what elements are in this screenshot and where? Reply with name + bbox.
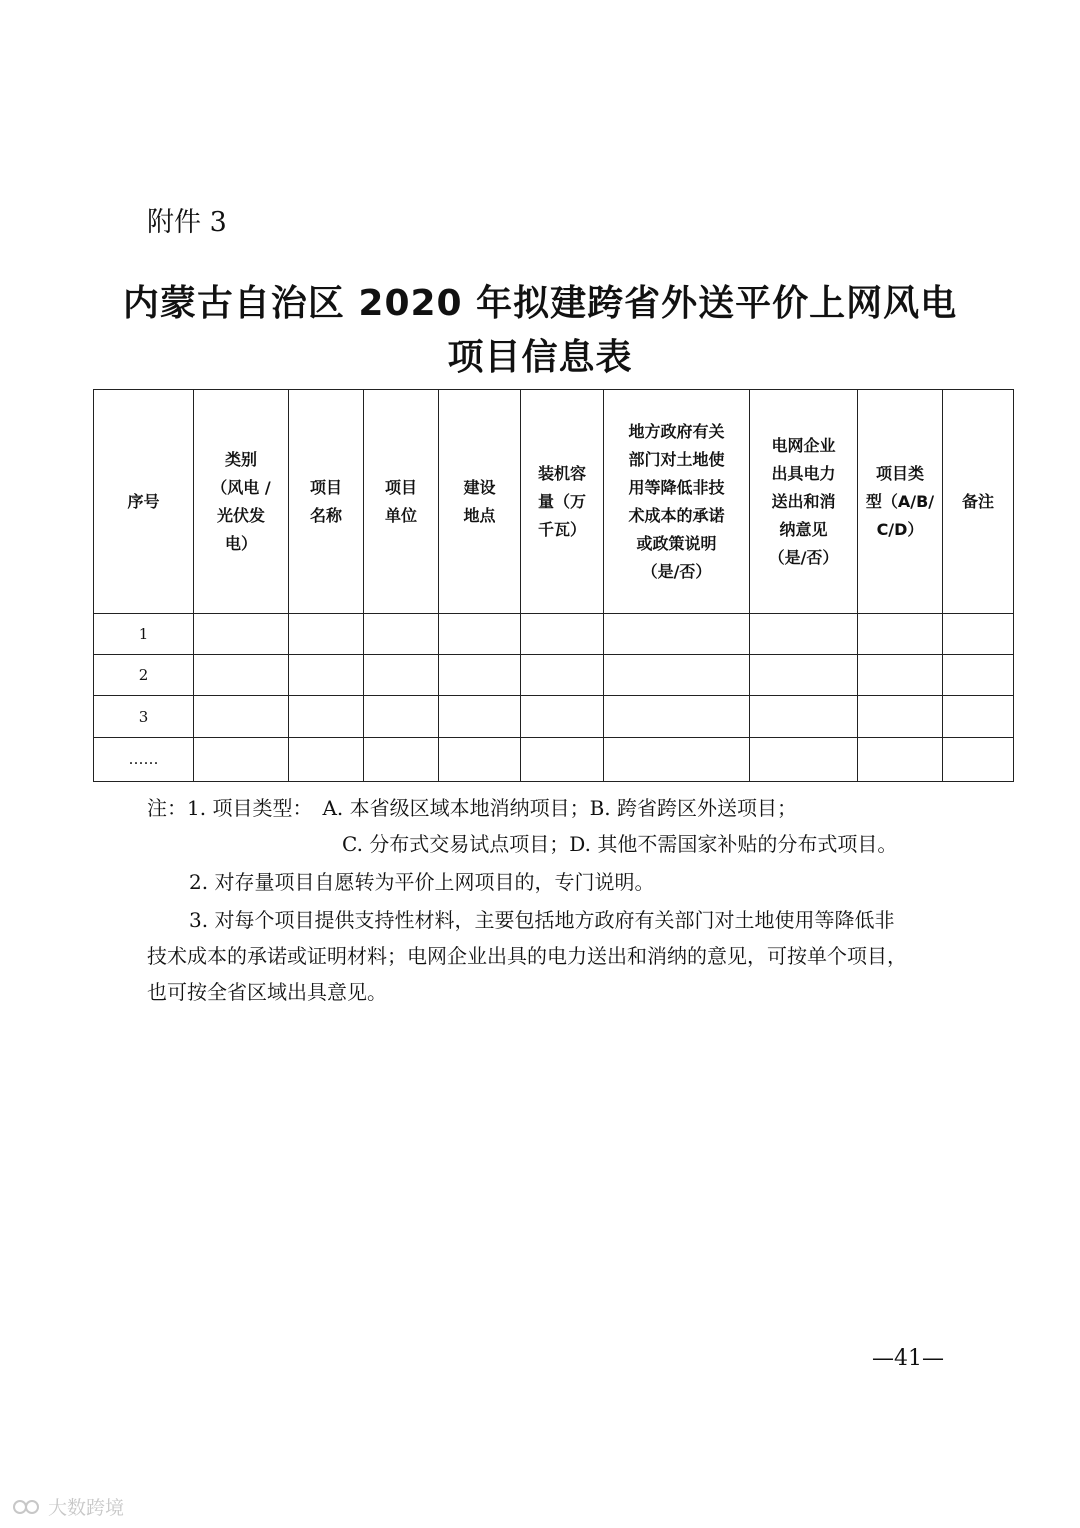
note-3-line-3: 也可按全省区域出具意见。 bbox=[147, 980, 387, 1004]
header-cell bbox=[604, 390, 750, 614]
header-line: 量（万 bbox=[537, 491, 586, 511]
table-cell bbox=[604, 696, 750, 737]
table-cell bbox=[858, 655, 943, 696]
watermark-logo-icon bbox=[12, 1496, 42, 1518]
header-line: 术成本的承诺 bbox=[628, 505, 725, 525]
table-cell bbox=[604, 655, 750, 696]
header-line: 建设 bbox=[463, 477, 496, 497]
header-cell bbox=[521, 390, 604, 614]
header-line: （是/否） bbox=[641, 561, 712, 581]
header-line: 电） bbox=[224, 533, 257, 553]
note-1-line-1: 注：1. 项目类型： A. 本省级区域本地消纳项目；B. 跨省跨区外送项目； bbox=[147, 796, 798, 820]
table-cell bbox=[943, 614, 1014, 655]
table-cell bbox=[750, 737, 858, 781]
table-cell bbox=[858, 737, 943, 781]
table-cell bbox=[858, 614, 943, 655]
header-cell bbox=[858, 390, 943, 614]
header-line: 光伏发 bbox=[216, 505, 265, 525]
header-line: 用等降低非技 bbox=[628, 477, 725, 497]
header-line: 项目类 bbox=[875, 463, 924, 483]
header-cell bbox=[943, 390, 1014, 614]
header-cell bbox=[364, 390, 439, 614]
header-line: 类别 bbox=[224, 449, 257, 469]
table-cell bbox=[750, 655, 858, 696]
header-line: 千瓦） bbox=[537, 519, 586, 539]
header-line: 地点 bbox=[463, 505, 496, 525]
table-cell bbox=[943, 655, 1014, 696]
header-line: C/D） bbox=[876, 519, 924, 539]
table-cell bbox=[439, 737, 521, 781]
header-line: 单位 bbox=[384, 505, 417, 525]
note-1-line-2: C. 分布式交易试点项目；D. 其他不需国家补贴的分布式项目。 bbox=[342, 832, 898, 856]
header-line: 或政策说明 bbox=[636, 533, 717, 553]
header-line: 部门对土地使 bbox=[628, 449, 725, 469]
table-cell bbox=[858, 696, 943, 737]
row-number: 2 bbox=[94, 655, 194, 696]
header-line: （风电 / bbox=[211, 477, 271, 497]
header-cell bbox=[194, 390, 289, 614]
watermark bbox=[12, 1493, 124, 1520]
table-row bbox=[94, 655, 1014, 696]
document-title-line1: 内蒙古自治区 2020 年拟建跨省外送平价上网风电 bbox=[122, 283, 958, 324]
table-cell bbox=[439, 655, 521, 696]
watermark-text: 大数跨境 bbox=[48, 1497, 125, 1519]
table-cell bbox=[364, 737, 439, 781]
table-cell bbox=[439, 696, 521, 737]
header-line: 纳意见 bbox=[779, 519, 828, 539]
table-cell bbox=[604, 614, 750, 655]
table-cell bbox=[364, 696, 439, 737]
note-3-line-1: 3. 对每个项目提供支持性材料，主要包括地方政府有关部门对土地使用等降低非 bbox=[189, 908, 895, 932]
note-3-line-2: 技术成本的承诺或证明材料；电网企业出具的电力送出和消纳的意见，可按单个项目， bbox=[147, 944, 907, 968]
header-line: 电网企业 bbox=[771, 435, 836, 455]
header-line: 地方政府有关 bbox=[628, 421, 725, 441]
table-cell bbox=[194, 655, 289, 696]
header-line: （是/否） bbox=[768, 547, 839, 567]
table-cell bbox=[943, 737, 1014, 781]
table-cell bbox=[289, 737, 364, 781]
table-cell bbox=[604, 737, 750, 781]
table-cell bbox=[521, 737, 604, 781]
table-cell bbox=[943, 696, 1014, 737]
note-2: 2. 对存量项目自愿转为平价上网项目的，专门说明。 bbox=[189, 870, 655, 894]
header-line: 装机容 bbox=[537, 463, 586, 483]
table-cell bbox=[521, 655, 604, 696]
table-row bbox=[94, 696, 1014, 737]
header-line: 项目 bbox=[384, 477, 417, 497]
row-number: 3 bbox=[94, 696, 194, 737]
attachment-label: 附件 3 bbox=[147, 207, 227, 238]
header-cell bbox=[750, 390, 858, 614]
table-cell bbox=[289, 614, 364, 655]
table-cell bbox=[521, 696, 604, 737]
header-line: 送出和消 bbox=[771, 491, 836, 511]
header-cell bbox=[289, 390, 364, 614]
table-body bbox=[94, 614, 1014, 782]
table-cell bbox=[194, 696, 289, 737]
header-line: 名称 bbox=[309, 505, 342, 525]
table-row bbox=[94, 737, 1014, 781]
table-header-row bbox=[94, 390, 1014, 614]
table-row bbox=[94, 614, 1014, 655]
header-cell bbox=[94, 390, 194, 614]
table-cell bbox=[194, 614, 289, 655]
table-cell bbox=[364, 655, 439, 696]
page-number: —41— bbox=[872, 1346, 944, 1371]
table-cell bbox=[194, 737, 289, 781]
header-line: 型（A/B/ bbox=[865, 491, 935, 511]
header-line: 备注 bbox=[961, 491, 994, 511]
table-cell bbox=[289, 655, 364, 696]
table-cell bbox=[289, 696, 364, 737]
table-cell bbox=[750, 696, 858, 737]
header-line: 出具电力 bbox=[771, 463, 836, 483]
project-info-table bbox=[93, 389, 1014, 782]
table-cell bbox=[521, 614, 604, 655]
row-number: …… bbox=[94, 737, 194, 781]
table-cell bbox=[364, 614, 439, 655]
row-number: 1 bbox=[94, 614, 194, 655]
document-title-line2: 项目信息表 bbox=[447, 337, 633, 378]
header-cell bbox=[439, 390, 521, 614]
table-cell bbox=[750, 614, 858, 655]
table-cell bbox=[439, 614, 521, 655]
header-line: 序号 bbox=[127, 491, 160, 511]
header-line: 项目 bbox=[309, 477, 342, 497]
